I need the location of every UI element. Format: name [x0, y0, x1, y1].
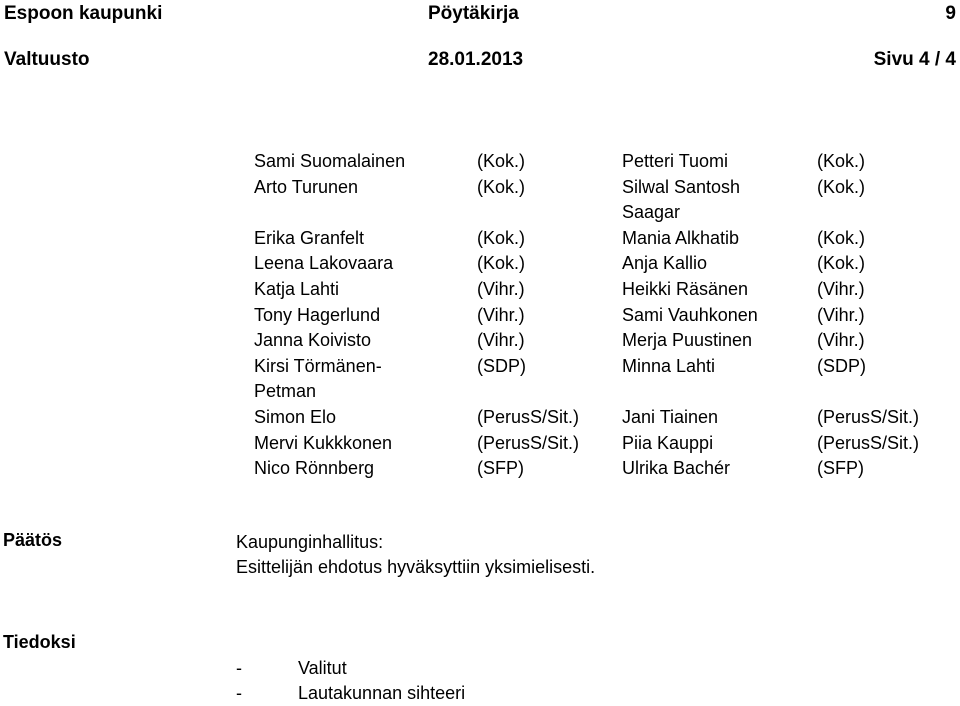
member-name: Katja Lahti	[254, 278, 340, 299]
list-bullet: -	[236, 658, 242, 678]
deputy-name: Anja Kallio	[622, 253, 708, 274]
deputy-name: Mania Alkhatib	[622, 227, 740, 248]
deputy-party: (PerusS/Sit.)	[817, 432, 920, 453]
member-party: (PerusS/Sit.)	[477, 406, 580, 427]
info-label: Tiedoksi	[3, 632, 76, 652]
decision-label: Päätös	[3, 530, 63, 550]
deputy-name: Petteri Tuomi	[622, 151, 729, 171]
member-party: (Vihr.)	[477, 278, 525, 299]
member-name: Sami Suomalainen	[254, 151, 406, 171]
table-row	[252, 251, 960, 277]
deputy-party: (Vihr.)	[817, 330, 865, 351]
page-header-row1	[0, 3, 960, 33]
doc-type: Pöytäkirja	[428, 3, 519, 24]
member-party: (Kok.)	[477, 151, 526, 171]
deputy-name: Piia Kauppi	[622, 432, 714, 453]
list-item	[236, 681, 465, 706]
table-row	[252, 226, 960, 252]
member-party: (SFP)	[477, 458, 524, 479]
section-number: 9	[945, 3, 956, 24]
deputy-party: (Kok.)	[817, 176, 866, 197]
member-name: Tony Hagerlund	[254, 304, 381, 325]
deputy-name: Silwal Santosh Saagar	[622, 176, 741, 223]
member-party: (Vihr.)	[477, 304, 525, 325]
page-header-row2	[0, 49, 960, 79]
page-number: Sivu 4 / 4	[873, 49, 956, 70]
deputy-party: (Vihr.)	[817, 278, 865, 299]
member-name: Mervi Kukkkonen	[254, 432, 393, 453]
info-list	[236, 656, 465, 706]
list-bullet: -	[236, 683, 242, 703]
deputy-party: (Vihr.)	[817, 304, 865, 325]
meeting-date: 28.01.2013	[428, 49, 524, 70]
deputy-name: Merja Puustinen	[622, 330, 753, 351]
member-name: Janna Koivisto	[254, 330, 372, 351]
deputy-party: (Kok.)	[817, 253, 866, 274]
members-table	[252, 149, 960, 482]
deputy-name: Heikki Räsänen	[622, 278, 749, 299]
table-row	[252, 431, 960, 457]
member-party: (PerusS/Sit.)	[477, 432, 580, 453]
member-name: Leena Lakovaara	[254, 253, 394, 274]
member-name: Kirsi Törmänen-Petman	[254, 355, 382, 402]
member-name: Nico Rönnberg	[254, 458, 375, 479]
body-name: Valtuusto	[4, 49, 90, 70]
list-item-text: Lautakunnan sihteeri	[298, 683, 466, 703]
org-name: Espoon kaupunki	[4, 3, 163, 24]
table-row	[252, 149, 960, 175]
member-name: Simon Elo	[254, 406, 337, 427]
table-row	[252, 303, 960, 329]
decision-body	[236, 530, 595, 580]
list-item	[236, 656, 465, 681]
deputy-party: (SDP)	[817, 355, 866, 376]
member-name: Arto Turunen	[254, 176, 359, 197]
table-row	[252, 328, 960, 354]
list-item-text: Valitut	[298, 658, 347, 678]
deputy-party: (SFP)	[817, 458, 864, 479]
member-party: (SDP)	[477, 355, 526, 376]
table-row	[252, 175, 960, 226]
deputy-name: Sami Vauhkonen	[622, 304, 758, 325]
decision-line-2: Esittelijän ehdotus hyväksyttiin yksimielisesti.	[236, 557, 596, 577]
deputy-party: (Kok.)	[817, 151, 866, 171]
decision-line-1: Kaupunginhallitus:	[236, 532, 384, 552]
member-party: (Kok.)	[477, 227, 526, 248]
member-name: Erika Granfelt	[254, 227, 365, 248]
deputy-name: Ulrika Bachér	[622, 458, 731, 479]
member-party: (Kok.)	[477, 253, 526, 274]
table-row	[252, 354, 960, 405]
deputy-name: Minna Lahti	[622, 355, 716, 376]
table-row	[252, 405, 960, 431]
member-party: (Vihr.)	[477, 330, 525, 351]
deputy-name: Jani Tiainen	[622, 406, 719, 427]
table-row	[252, 277, 960, 303]
deputy-party: (Kok.)	[817, 227, 866, 248]
member-party: (Kok.)	[477, 176, 526, 197]
table-row	[252, 456, 960, 482]
deputy-party: (PerusS/Sit.)	[817, 406, 920, 427]
